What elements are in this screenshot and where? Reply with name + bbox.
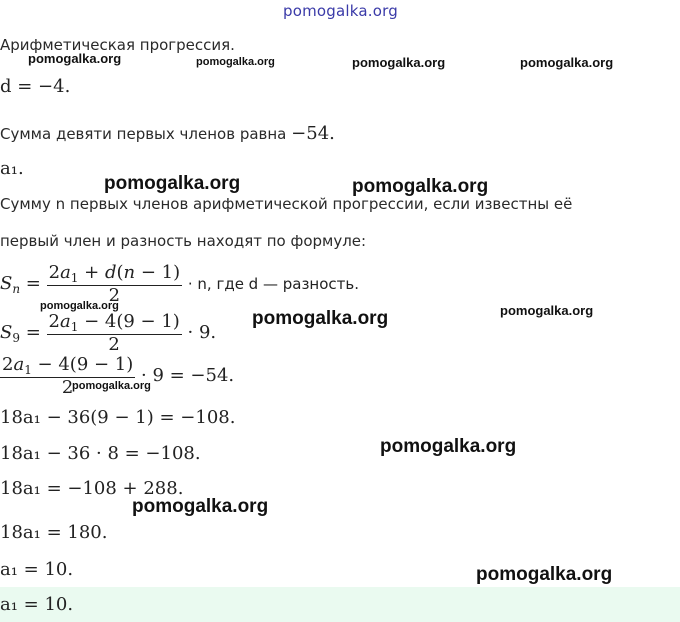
equation-7: 18a₁ = 180. — [0, 522, 108, 543]
equation-8: a₁ = 10. — [0, 559, 74, 580]
watermark: pomogalka.org — [40, 300, 119, 312]
watermark: pomogalka.org — [28, 51, 122, 66]
watermark: pomogalka.org — [500, 303, 594, 318]
watermark: pomogalka.org — [352, 176, 489, 197]
watermark: pomogalka.org — [476, 564, 613, 585]
task-title: Арифметическая прогрессия. — [0, 36, 235, 54]
watermark: pomogalka.org — [380, 436, 517, 457]
watermark: pomogalka.org — [352, 55, 446, 70]
equation-3-tail: · 9 = −54. — [141, 364, 235, 386]
s9-fraction: $\frac{2a_1 - 4(9 - 1)}{2}$ — [48, 311, 180, 355]
watermark: pomogalka.org — [72, 380, 151, 392]
watermark: pomogalka.org — [252, 308, 389, 329]
equation-6: 18a₁ = −108 + 288. — [0, 478, 184, 499]
watermark: pomogalka.org — [520, 55, 614, 70]
sum-formula-fraction: $\frac{2a_1 + d(n - 1)}{2}$ — [48, 262, 181, 306]
equation-4: 18a₁ − 36(9 − 1) = −108. — [0, 407, 236, 428]
watermark: pomogalka.org — [104, 173, 241, 194]
answer-box — [0, 587, 680, 622]
intro-line-2: первый член и разность находят по формуле: — [0, 232, 367, 250]
given-sum-value: −54. — [291, 123, 335, 144]
watermark: pomogalka.org — [132, 496, 269, 517]
sum-formula: $S_n$ = $\frac{2a_1 + d(n - 1)}{2}$ · n, где d — разность. — [0, 262, 360, 306]
formula-tail: · n, где d — разность. — [187, 274, 360, 293]
find-a1: a₁. — [0, 158, 24, 179]
site-header[interactable]: pomogalka.org — [283, 2, 398, 20]
given-sum-label: Сумма девяти первых членов равна — [0, 125, 287, 143]
given-sum — [0, 123, 335, 144]
equation-3-fraction: $\frac{2a_1 - 4(9 - 1)}{2}$ — [2, 354, 134, 398]
watermark: pomogalka.org — [196, 56, 275, 68]
s9-substitution: $S_9$ = $\frac{2a_1 - 4(9 - 1)}{2}$ · 9. — [0, 311, 217, 355]
given-d: d = −4. — [0, 76, 71, 97]
answer-text: a₁ = 10. — [0, 594, 74, 615]
equation-5: 18a₁ − 36 · 8 = −108. — [0, 443, 201, 464]
intro-line-1: Сумму n первых членов арифметической прогрессии, если известны её — [0, 195, 573, 213]
s9-tail: · 9. — [187, 321, 217, 343]
